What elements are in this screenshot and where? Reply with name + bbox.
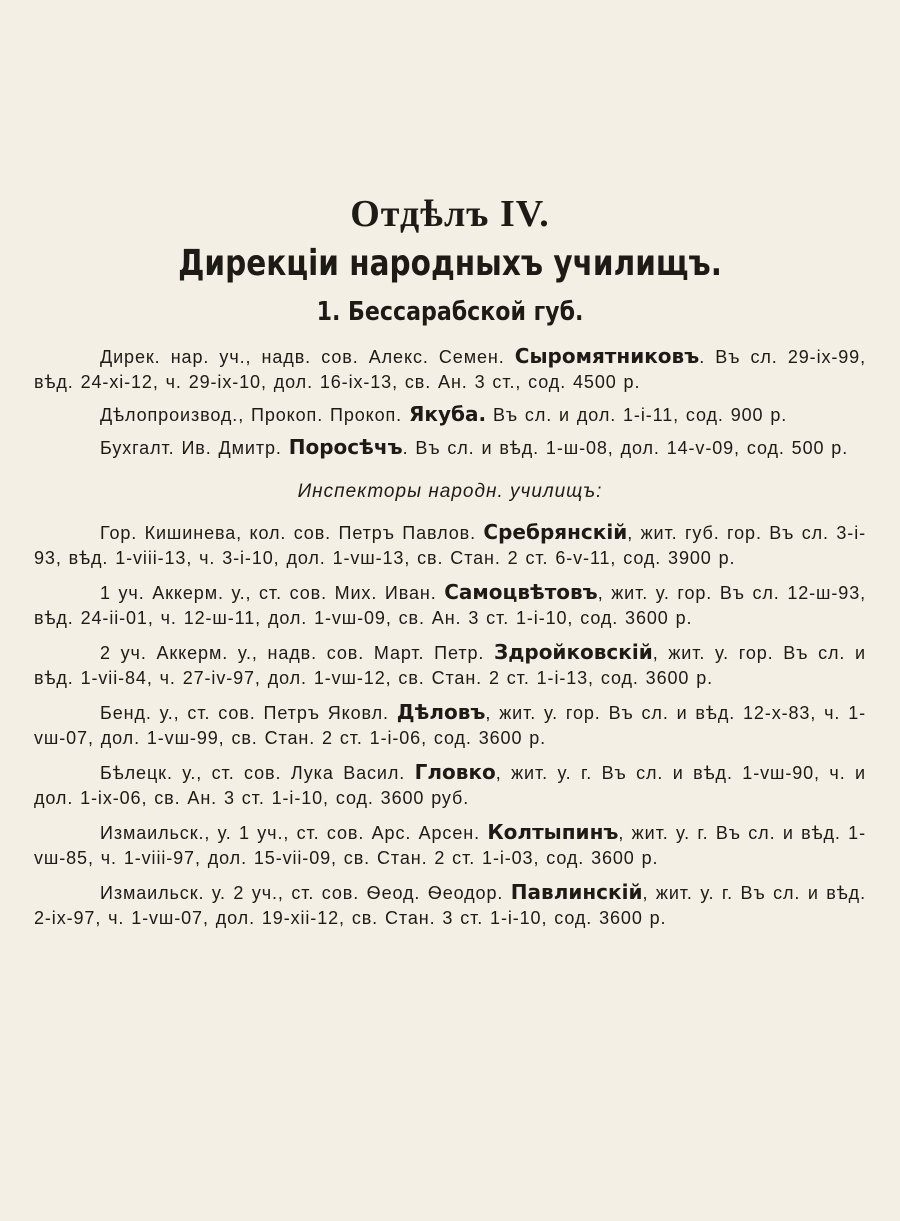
entry-name: Самоцвѣтовъ (444, 580, 598, 604)
entry-name: Здройковскій (494, 640, 653, 664)
subsection-title: 1. Бессарабской губ. (316, 297, 584, 327)
entry-accountant: Бухгалт. Ив. Дмитр. Поросѣчъ. Въ сл. и вѣд. 1-ш-08, дол. 14-v-09, сод. 500 р. (100, 435, 849, 459)
inspector-entry: Измаильск. у. 2 уч., ст. сов. Ѳеод. Ѳеодор. Павлинскій, жит. у. г. Въ сл. и вѣд. 2-ix-97, ч. 1-vш-07, дол. 19-xii-12, св. Стан. 3 ст. 1-i-10, сод. 3600 р. (34, 880, 866, 928)
inspector-entries (34, 520, 866, 931)
entry-name: Сребрянскій (483, 520, 628, 544)
inspector-entry: Гор. Кишинева, кол. сов. Петръ Павлов. Сребрянскій, жит. губ. гор. Въ сл. 3-i-93, вѣд. 1-viii-13, ч. 3-i-10, дол. 1-vш-13, св. Стан. 2 ст. 6-v-11, сод. 3900 р. (34, 520, 866, 568)
entry-director: Дирек. нар. уч., надв. сов. Алекс. Семен. Сыромятниковъ. Въ сл. 29-ix-99, вѣд. 24-xi-12, ч. 29-ix-10, дол. 16-ix-13, св. Ан. 3 ст., сод. 4500 р. (34, 344, 866, 392)
inspector-entry: Измаильск., у. 1 уч., ст. сов. Арс. Арсен. Колтыпинъ, жит. у. г. Въ сл. и вѣд. 1-vш-85, ч. 1-viii-97, дол. 15-vii-09, св. Стан. 2 ст. 1-i-03, сод. 3600 р. (34, 820, 866, 868)
main-title: Дирекціи народныхъ училищъ. (178, 243, 722, 284)
inspector-entry: Бенд. у., ст. сов. Петръ Яковл. Дѣловъ, жит. у. гор. Въ сл. и вѣд. 12-x-83, ч. 1-vш-07, дол. 1-vш-99, св. Стан. 2 ст. 1-i-06, сод. 3600 р. (34, 700, 866, 748)
entry-name: Поросѣчъ (288, 435, 403, 459)
entry-clerk: Дѣлопроизвод., Прокоп. Прокоп. Якуба. Въ сл. и дол. 1-i-11, сод. 900 р. (100, 402, 788, 426)
inspector-entry: 2 уч. Аккерм. у., надв. сов. Март. Петр. Здройковскій, жит. у. гор. Въ сл. и вѣд. 1-vii-84, ч. 27-iv-97, дол. 1-vш-12, св. Стан. 2 ст. 1-i-13, сод. 3600 р. (34, 640, 866, 688)
entry-name: Дѣловъ (396, 700, 486, 724)
inspectors-heading: Инспекторы народн. училищъ: (297, 481, 603, 502)
inspector-entry: 1 уч. Аккерм. у., ст. сов. Мих. Иван. Самоцвѣтовъ, жит. у. гор. Въ сл. 12-ш-93, вѣд. 24-ii-01, ч. 12-ш-11, дол. 1-vш-09, св. Ан. 3 ст. 1-i-10, сод. 3600 р. (34, 580, 867, 628)
entry-name: Павлинскій (510, 880, 643, 904)
section-title: Отдѣлъ IV. (350, 193, 550, 235)
inspector-entry: Бѣлецк. у., ст. сов. Лука Васил. Гловко, жит. у. г. Въ сл. и вѣд. 1-vш-90, ч. и дол. 1-ix-06, св. Ан. 3 ст. 1-i-10, сод. 3600 руб. (34, 760, 866, 808)
entry-name: Якуба. (409, 402, 487, 426)
entry-name: Сыромятниковъ (514, 344, 700, 368)
staff-entries (34, 344, 866, 461)
entry-name: Колтыпинъ (487, 820, 619, 844)
entry-name: Гловко (414, 760, 496, 784)
